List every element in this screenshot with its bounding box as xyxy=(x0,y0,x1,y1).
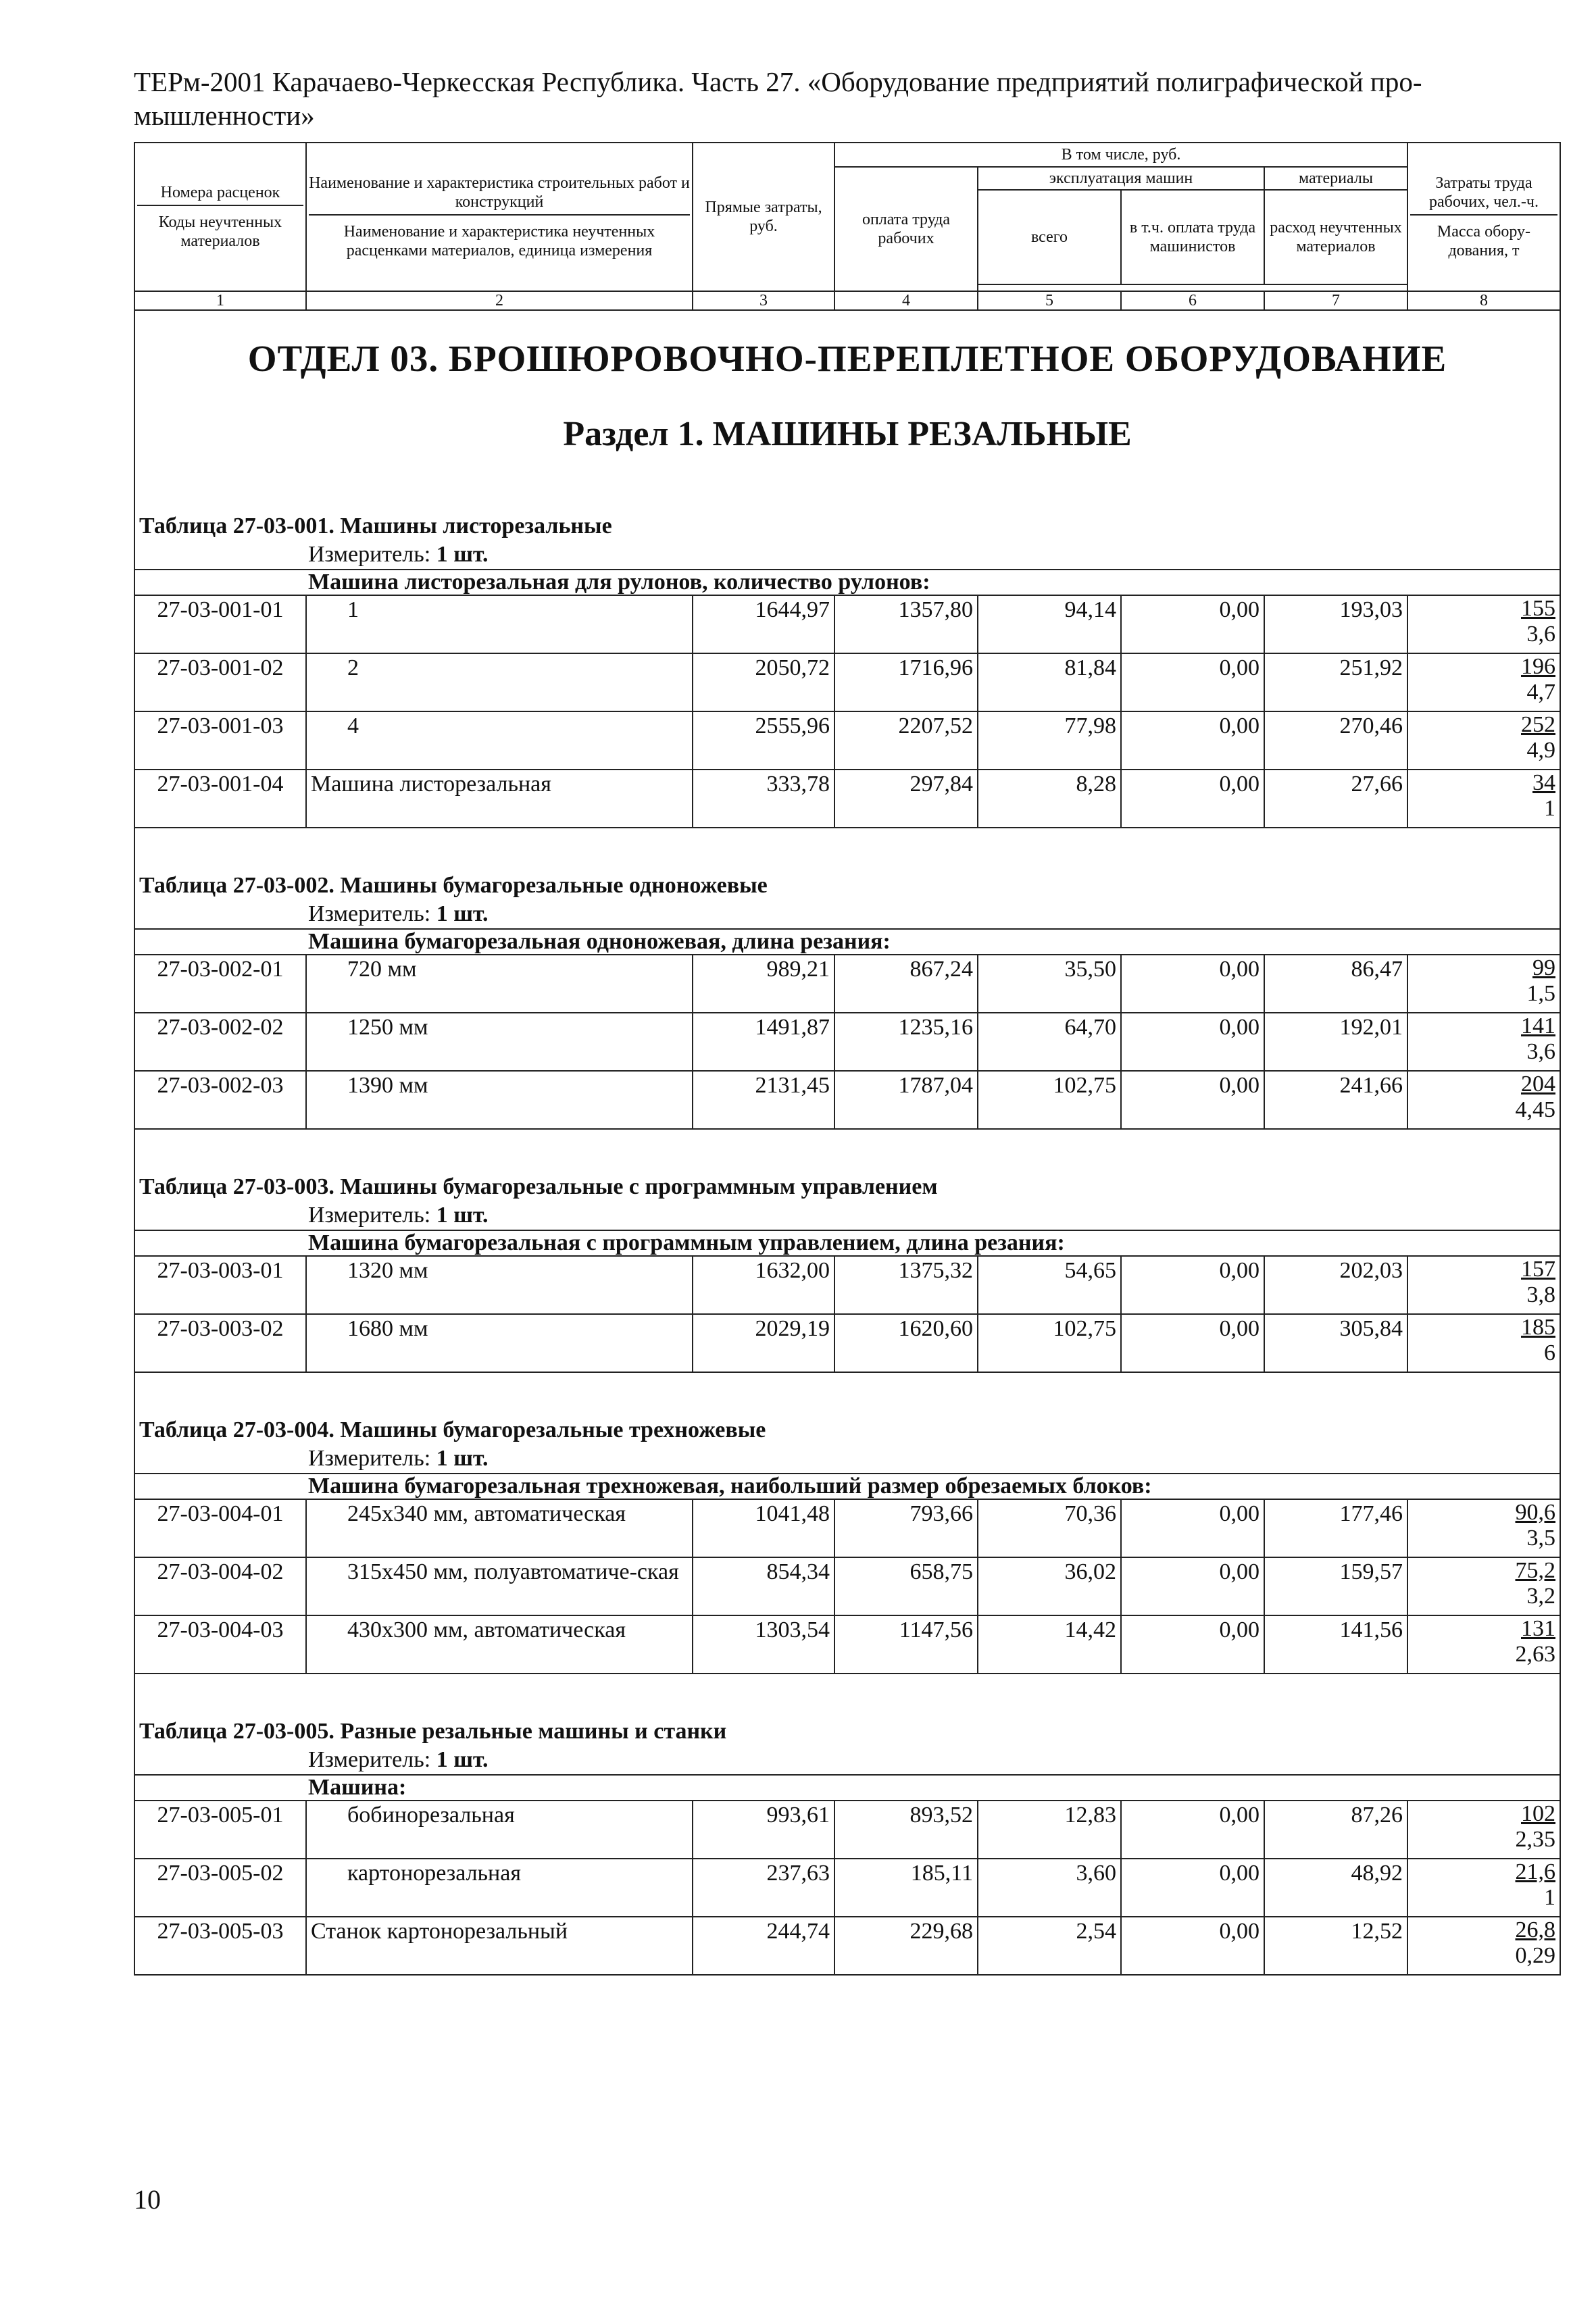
labor-hours: 196 xyxy=(1521,654,1555,679)
labor-mass-cell xyxy=(1407,1615,1560,1674)
table-row xyxy=(134,1859,1560,1917)
item-name: 1680 мм xyxy=(306,1314,693,1372)
measure-line xyxy=(134,1746,1560,1775)
machines-total: 36,02 xyxy=(978,1557,1121,1615)
machines-total: 2,54 xyxy=(978,1917,1121,1975)
measure-value: 1 шт. xyxy=(436,901,489,926)
equipment-mass: 2,63 xyxy=(1515,1642,1555,1667)
direct-costs: 2131,45 xyxy=(693,1071,834,1129)
column-number: 7 xyxy=(1264,291,1407,310)
labor-hours: 90,6 xyxy=(1515,1500,1555,1525)
measure-row xyxy=(134,540,1560,570)
worker-pay: 893,52 xyxy=(834,1801,978,1859)
rate-code: 27-03-005-03 xyxy=(134,1917,306,1975)
direct-costs: 2555,96 xyxy=(693,711,834,770)
material-usage: 159,57 xyxy=(1264,1557,1407,1615)
table-title: Таблица 27-03-005. Разные резальные машины и станки xyxy=(134,1708,1560,1746)
direct-costs: 993,61 xyxy=(693,1801,834,1859)
measure-line xyxy=(134,900,1560,929)
column-number: 5 xyxy=(978,291,1121,310)
table-title: Таблица 27-03-004. Машины бумагорезальные трехножевые xyxy=(134,1407,1560,1444)
labor-hours: 141 xyxy=(1521,1013,1555,1038)
item-name: Станок картонорезальный xyxy=(306,1917,693,1975)
item-name: 245x340 мм, автоматическая xyxy=(306,1499,693,1557)
labor-mass-cell xyxy=(1407,1314,1560,1372)
table-row xyxy=(134,711,1560,770)
measure-line xyxy=(134,540,1560,570)
group-title: Машина бумагорезальная трехножевая, наибольший размер обрезаемых блоков: xyxy=(134,1474,1560,1499)
direct-costs: 1303,54 xyxy=(693,1615,834,1674)
measure-row xyxy=(134,900,1560,929)
col-header-worker-pay: оплата труда рабочих xyxy=(834,167,978,291)
operator-pay: 0,00 xyxy=(1121,770,1264,828)
measure-value: 1 шт. xyxy=(436,1203,489,1228)
group-row xyxy=(134,1230,1560,1256)
labor-hours: 155 xyxy=(1521,596,1555,621)
table-row xyxy=(134,1256,1560,1314)
machines-total: 94,14 xyxy=(978,595,1121,653)
operator-pay: 0,00 xyxy=(1121,1499,1264,1557)
col-header-material-usage: расход неучтенных материалов xyxy=(1264,190,1407,284)
group-row xyxy=(134,929,1560,955)
labor-mass-cell xyxy=(1407,1859,1560,1917)
labor-hours: 21,6 xyxy=(1515,1859,1555,1884)
operator-pay: 0,00 xyxy=(1121,1859,1264,1917)
measure-value: 1 шт. xyxy=(436,1747,489,1772)
group-title: Машина листорезальная для рулонов, количество рулонов: xyxy=(134,570,1560,595)
worker-pay: 185,11 xyxy=(834,1859,978,1917)
direct-costs: 237,63 xyxy=(693,1859,834,1917)
col-header-materials: материалы xyxy=(1264,167,1407,190)
labor-mass-cell xyxy=(1407,1801,1560,1859)
operator-pay: 0,00 xyxy=(1121,1071,1264,1129)
table-title-row xyxy=(134,1163,1560,1201)
labor-hours: 34 xyxy=(1532,770,1555,795)
machines-total: 64,70 xyxy=(978,1013,1121,1071)
rate-code: 27-03-001-04 xyxy=(134,770,306,828)
table-title-row xyxy=(134,1407,1560,1444)
labor-hours: 99 xyxy=(1532,955,1555,980)
item-name: 1 xyxy=(306,595,693,653)
item-name: 720 мм xyxy=(306,955,693,1013)
group-title: Машина бумагорезальная одноножевая, длина резания: xyxy=(134,929,1560,955)
measure-row xyxy=(134,1746,1560,1775)
material-usage: 305,84 xyxy=(1264,1314,1407,1372)
table-row xyxy=(134,653,1560,711)
machines-total: 35,50 xyxy=(978,955,1121,1013)
machines-total: 70,36 xyxy=(978,1499,1121,1557)
labor-mass-cell xyxy=(1407,711,1560,770)
col-header-codes: Номера расценок Коды неучтенных материалов xyxy=(134,143,306,291)
table-row xyxy=(134,1557,1560,1615)
col-header-including: В том числе, руб. xyxy=(834,143,1407,167)
operator-pay: 0,00 xyxy=(1121,1557,1264,1615)
direct-costs: 854,34 xyxy=(693,1557,834,1615)
column-number: 6 xyxy=(1121,291,1264,310)
measure-line xyxy=(134,1444,1560,1474)
table-row xyxy=(134,1314,1560,1372)
labor-mass-cell xyxy=(1407,955,1560,1013)
labor-mass-cell xyxy=(1407,1557,1560,1615)
operator-pay: 0,00 xyxy=(1121,1314,1264,1372)
labor-mass-cell xyxy=(1407,1917,1560,1975)
measure-value: 1 шт. xyxy=(436,542,489,567)
document-header: ТЕРм-2001 Карачаево-Черкесская Республика. Часть 27. «Оборудование предприятий полиграфической про-мышленности» xyxy=(134,66,1422,131)
spacer-row xyxy=(134,1372,1560,1407)
labor-hours: 204 xyxy=(1521,1072,1555,1097)
direct-costs: 244,74 xyxy=(693,1917,834,1975)
table-title-row xyxy=(134,503,1560,540)
table-row xyxy=(134,770,1560,828)
direct-costs: 1041,48 xyxy=(693,1499,834,1557)
operator-pay: 0,00 xyxy=(1121,1917,1264,1975)
page-number: 10 xyxy=(134,2184,161,2215)
operator-pay: 0,00 xyxy=(1121,711,1264,770)
material-usage: 27,66 xyxy=(1264,770,1407,828)
rate-code: 27-03-001-02 xyxy=(134,653,306,711)
machines-total: 8,28 xyxy=(978,770,1121,828)
table-row xyxy=(134,1801,1560,1859)
table-row xyxy=(134,1013,1560,1071)
material-usage: 193,03 xyxy=(1264,595,1407,653)
table-row xyxy=(134,1499,1560,1557)
col-header-labor-mass: Затраты труда рабочих, чел.-ч. Масса обору-дования, т xyxy=(1407,143,1560,291)
group-row xyxy=(134,1775,1560,1801)
material-usage: 241,66 xyxy=(1264,1071,1407,1129)
item-name: картонорезальная xyxy=(306,1859,693,1917)
equipment-mass: 3,5 xyxy=(1526,1526,1555,1551)
rate-code: 27-03-002-02 xyxy=(134,1013,306,1071)
group-row xyxy=(134,1474,1560,1499)
operator-pay: 0,00 xyxy=(1121,595,1264,653)
table-title: Таблица 27-03-003. Машины бумагорезальные с программным управлением xyxy=(134,1163,1560,1201)
worker-pay: 1147,56 xyxy=(834,1615,978,1674)
worker-pay: 658,75 xyxy=(834,1557,978,1615)
rate-code: 27-03-004-01 xyxy=(134,1499,306,1557)
measure-label: Измеритель: xyxy=(308,901,431,926)
column-number: 4 xyxy=(834,291,978,310)
machines-total: 102,75 xyxy=(978,1071,1121,1129)
labor-mass-cell xyxy=(1407,1071,1560,1129)
department-title: ОТДЕЛ 03. БРОШЮРОВОЧНО-ПЕРЕПЛЕТНОЕ ОБОРУДОВАНИЕ xyxy=(247,338,1447,379)
worker-pay: 229,68 xyxy=(834,1917,978,1975)
table-row xyxy=(134,1615,1560,1674)
rate-code: 27-03-001-01 xyxy=(134,595,306,653)
group-row xyxy=(134,570,1560,595)
material-usage: 141,56 xyxy=(1264,1615,1407,1674)
spacer-row xyxy=(134,828,1560,862)
item-name: 430x300 мм, автоматическая xyxy=(306,1615,693,1674)
machines-total: 3,60 xyxy=(978,1859,1121,1917)
table-title-row xyxy=(134,862,1560,900)
operator-pay: 0,00 xyxy=(1121,1801,1264,1859)
rate-code: 27-03-002-03 xyxy=(134,1071,306,1129)
machines-total: 12,83 xyxy=(978,1801,1121,1859)
rate-code: 27-03-005-01 xyxy=(134,1801,306,1859)
equipment-mass: 3,6 xyxy=(1526,622,1555,647)
direct-costs: 1644,97 xyxy=(693,595,834,653)
labor-hours: 26,8 xyxy=(1515,1917,1555,1942)
item-name: 1250 мм xyxy=(306,1013,693,1071)
item-name: 315x450 мм, полуавтоматиче-ская xyxy=(306,1557,693,1615)
equipment-mass: 4,7 xyxy=(1526,680,1555,705)
worker-pay: 793,66 xyxy=(834,1499,978,1557)
item-name: 4 xyxy=(306,711,693,770)
worker-pay: 1620,60 xyxy=(834,1314,978,1372)
equipment-mass: 2,35 xyxy=(1515,1827,1555,1852)
col-header-machines-total: всего xyxy=(978,190,1121,284)
labor-hours: 157 xyxy=(1521,1257,1555,1282)
table-row xyxy=(134,1917,1560,1975)
col-header-name: Наименование и характеристика строительных работ и конструкций Наименование и характеристика неучтенных расценками материалов, единица измерения xyxy=(306,143,693,291)
column-number: 2 xyxy=(306,291,693,310)
material-usage: 87,26 xyxy=(1264,1801,1407,1859)
direct-costs: 2050,72 xyxy=(693,653,834,711)
direct-costs: 989,21 xyxy=(693,955,834,1013)
operator-pay: 0,00 xyxy=(1121,1615,1264,1674)
col-header-direct-costs: Прямые затраты, руб. xyxy=(693,143,834,291)
section-title: Раздел 1. МАШИНЫ РЕЗАЛЬНЫЕ xyxy=(563,415,1132,453)
direct-costs: 1632,00 xyxy=(693,1256,834,1314)
labor-mass-cell xyxy=(1407,653,1560,711)
material-usage: 177,46 xyxy=(1264,1499,1407,1557)
column-number: 1 xyxy=(134,291,306,310)
equipment-mass: 3,2 xyxy=(1526,1584,1555,1609)
table-row xyxy=(134,955,1560,1013)
operator-pay: 0,00 xyxy=(1121,955,1264,1013)
labor-hours: 75,2 xyxy=(1515,1558,1555,1583)
material-usage: 86,47 xyxy=(1264,955,1407,1013)
material-usage: 12,52 xyxy=(1264,1917,1407,1975)
measure-label: Измеритель: xyxy=(308,1203,431,1228)
rate-code: 27-03-003-01 xyxy=(134,1256,306,1314)
machines-total: 81,84 xyxy=(978,653,1121,711)
machines-total: 14,42 xyxy=(978,1615,1121,1674)
direct-costs: 1491,87 xyxy=(693,1013,834,1071)
rates-table xyxy=(134,142,1561,1976)
item-name: 1320 мм xyxy=(306,1256,693,1314)
measure-label: Измеритель: xyxy=(308,1446,431,1471)
operator-pay: 0,00 xyxy=(1121,1256,1264,1314)
equipment-mass: 1 xyxy=(1544,1885,1555,1910)
item-name: 2 xyxy=(306,653,693,711)
labor-hours: 131 xyxy=(1521,1616,1555,1641)
labor-mass-cell xyxy=(1407,1499,1560,1557)
spacer-row xyxy=(134,1674,1560,1708)
column-number: 8 xyxy=(1407,291,1560,310)
item-name: Машина листорезальная xyxy=(306,770,693,828)
rate-code: 27-03-004-03 xyxy=(134,1615,306,1674)
worker-pay: 1716,96 xyxy=(834,653,978,711)
table-row xyxy=(134,1071,1560,1129)
item-name: 1390 мм xyxy=(306,1071,693,1129)
labor-hours: 102 xyxy=(1521,1801,1555,1826)
equipment-mass: 0,29 xyxy=(1515,1943,1555,1968)
measure-value: 1 шт. xyxy=(436,1446,489,1471)
rate-code: 27-03-004-02 xyxy=(134,1557,306,1615)
column-numbers-row xyxy=(134,291,1560,310)
col-header-operator-pay: в т.ч. оплата труда машинистов xyxy=(1121,190,1264,284)
table-title-row xyxy=(134,1708,1560,1746)
worker-pay: 297,84 xyxy=(834,770,978,828)
direct-costs: 2029,19 xyxy=(693,1314,834,1372)
material-usage: 48,92 xyxy=(1264,1859,1407,1917)
worker-pay: 1235,16 xyxy=(834,1013,978,1071)
rates-table-wrapper xyxy=(134,142,1561,1976)
labor-mass-cell xyxy=(1407,770,1560,828)
worker-pay: 867,24 xyxy=(834,955,978,1013)
rate-code: 27-03-002-01 xyxy=(134,955,306,1013)
group-title: Машина бумагорезальная с программным управлением, длина резания: xyxy=(134,1230,1560,1256)
labor-mass-cell xyxy=(1407,1013,1560,1071)
equipment-mass: 6 xyxy=(1544,1340,1555,1365)
operator-pay: 0,00 xyxy=(1121,1013,1264,1071)
machines-total: 54,65 xyxy=(978,1256,1121,1314)
machines-total: 77,98 xyxy=(978,711,1121,770)
table-row xyxy=(134,595,1560,653)
worker-pay: 2207,52 xyxy=(834,711,978,770)
operator-pay: 0,00 xyxy=(1121,653,1264,711)
equipment-mass: 4,9 xyxy=(1526,738,1555,763)
worker-pay: 1787,04 xyxy=(834,1071,978,1129)
rate-code: 27-03-001-03 xyxy=(134,711,306,770)
column-number: 3 xyxy=(693,291,834,310)
col-header-machine-operation: эксплуатация машин xyxy=(978,167,1264,190)
measure-label: Измеритель: xyxy=(308,1747,431,1772)
table-title: Таблица 27-03-001. Машины листорезальные xyxy=(134,503,1560,540)
material-usage: 270,46 xyxy=(1264,711,1407,770)
measure-label: Измеритель: xyxy=(308,542,431,567)
rate-code: 27-03-005-02 xyxy=(134,1859,306,1917)
worker-pay: 1375,32 xyxy=(834,1256,978,1314)
spacer-row xyxy=(134,1129,1560,1163)
equipment-mass: 3,8 xyxy=(1526,1282,1555,1307)
measure-row xyxy=(134,1444,1560,1474)
equipment-mass: 4,45 xyxy=(1515,1097,1555,1122)
table-title: Таблица 27-03-002. Машины бумагорезальные одноножевые xyxy=(134,862,1560,900)
labor-hours: 185 xyxy=(1521,1315,1555,1340)
item-name: бобинорезальная xyxy=(306,1801,693,1859)
group-title: Машина: xyxy=(134,1775,1560,1801)
labor-mass-cell xyxy=(1407,595,1560,653)
direct-costs: 333,78 xyxy=(693,770,834,828)
machines-total: 102,75 xyxy=(978,1314,1121,1372)
material-usage: 251,92 xyxy=(1264,653,1407,711)
measure-row xyxy=(134,1201,1560,1230)
material-usage: 192,01 xyxy=(1264,1013,1407,1071)
material-usage: 202,03 xyxy=(1264,1256,1407,1314)
labor-hours: 252 xyxy=(1521,712,1555,737)
measure-line xyxy=(134,1201,1560,1230)
equipment-mass: 1,5 xyxy=(1526,981,1555,1006)
equipment-mass: 3,6 xyxy=(1526,1039,1555,1064)
equipment-mass: 1 xyxy=(1544,796,1555,821)
labor-mass-cell xyxy=(1407,1256,1560,1314)
worker-pay: 1357,80 xyxy=(834,595,978,653)
rate-code: 27-03-003-02 xyxy=(134,1314,306,1372)
